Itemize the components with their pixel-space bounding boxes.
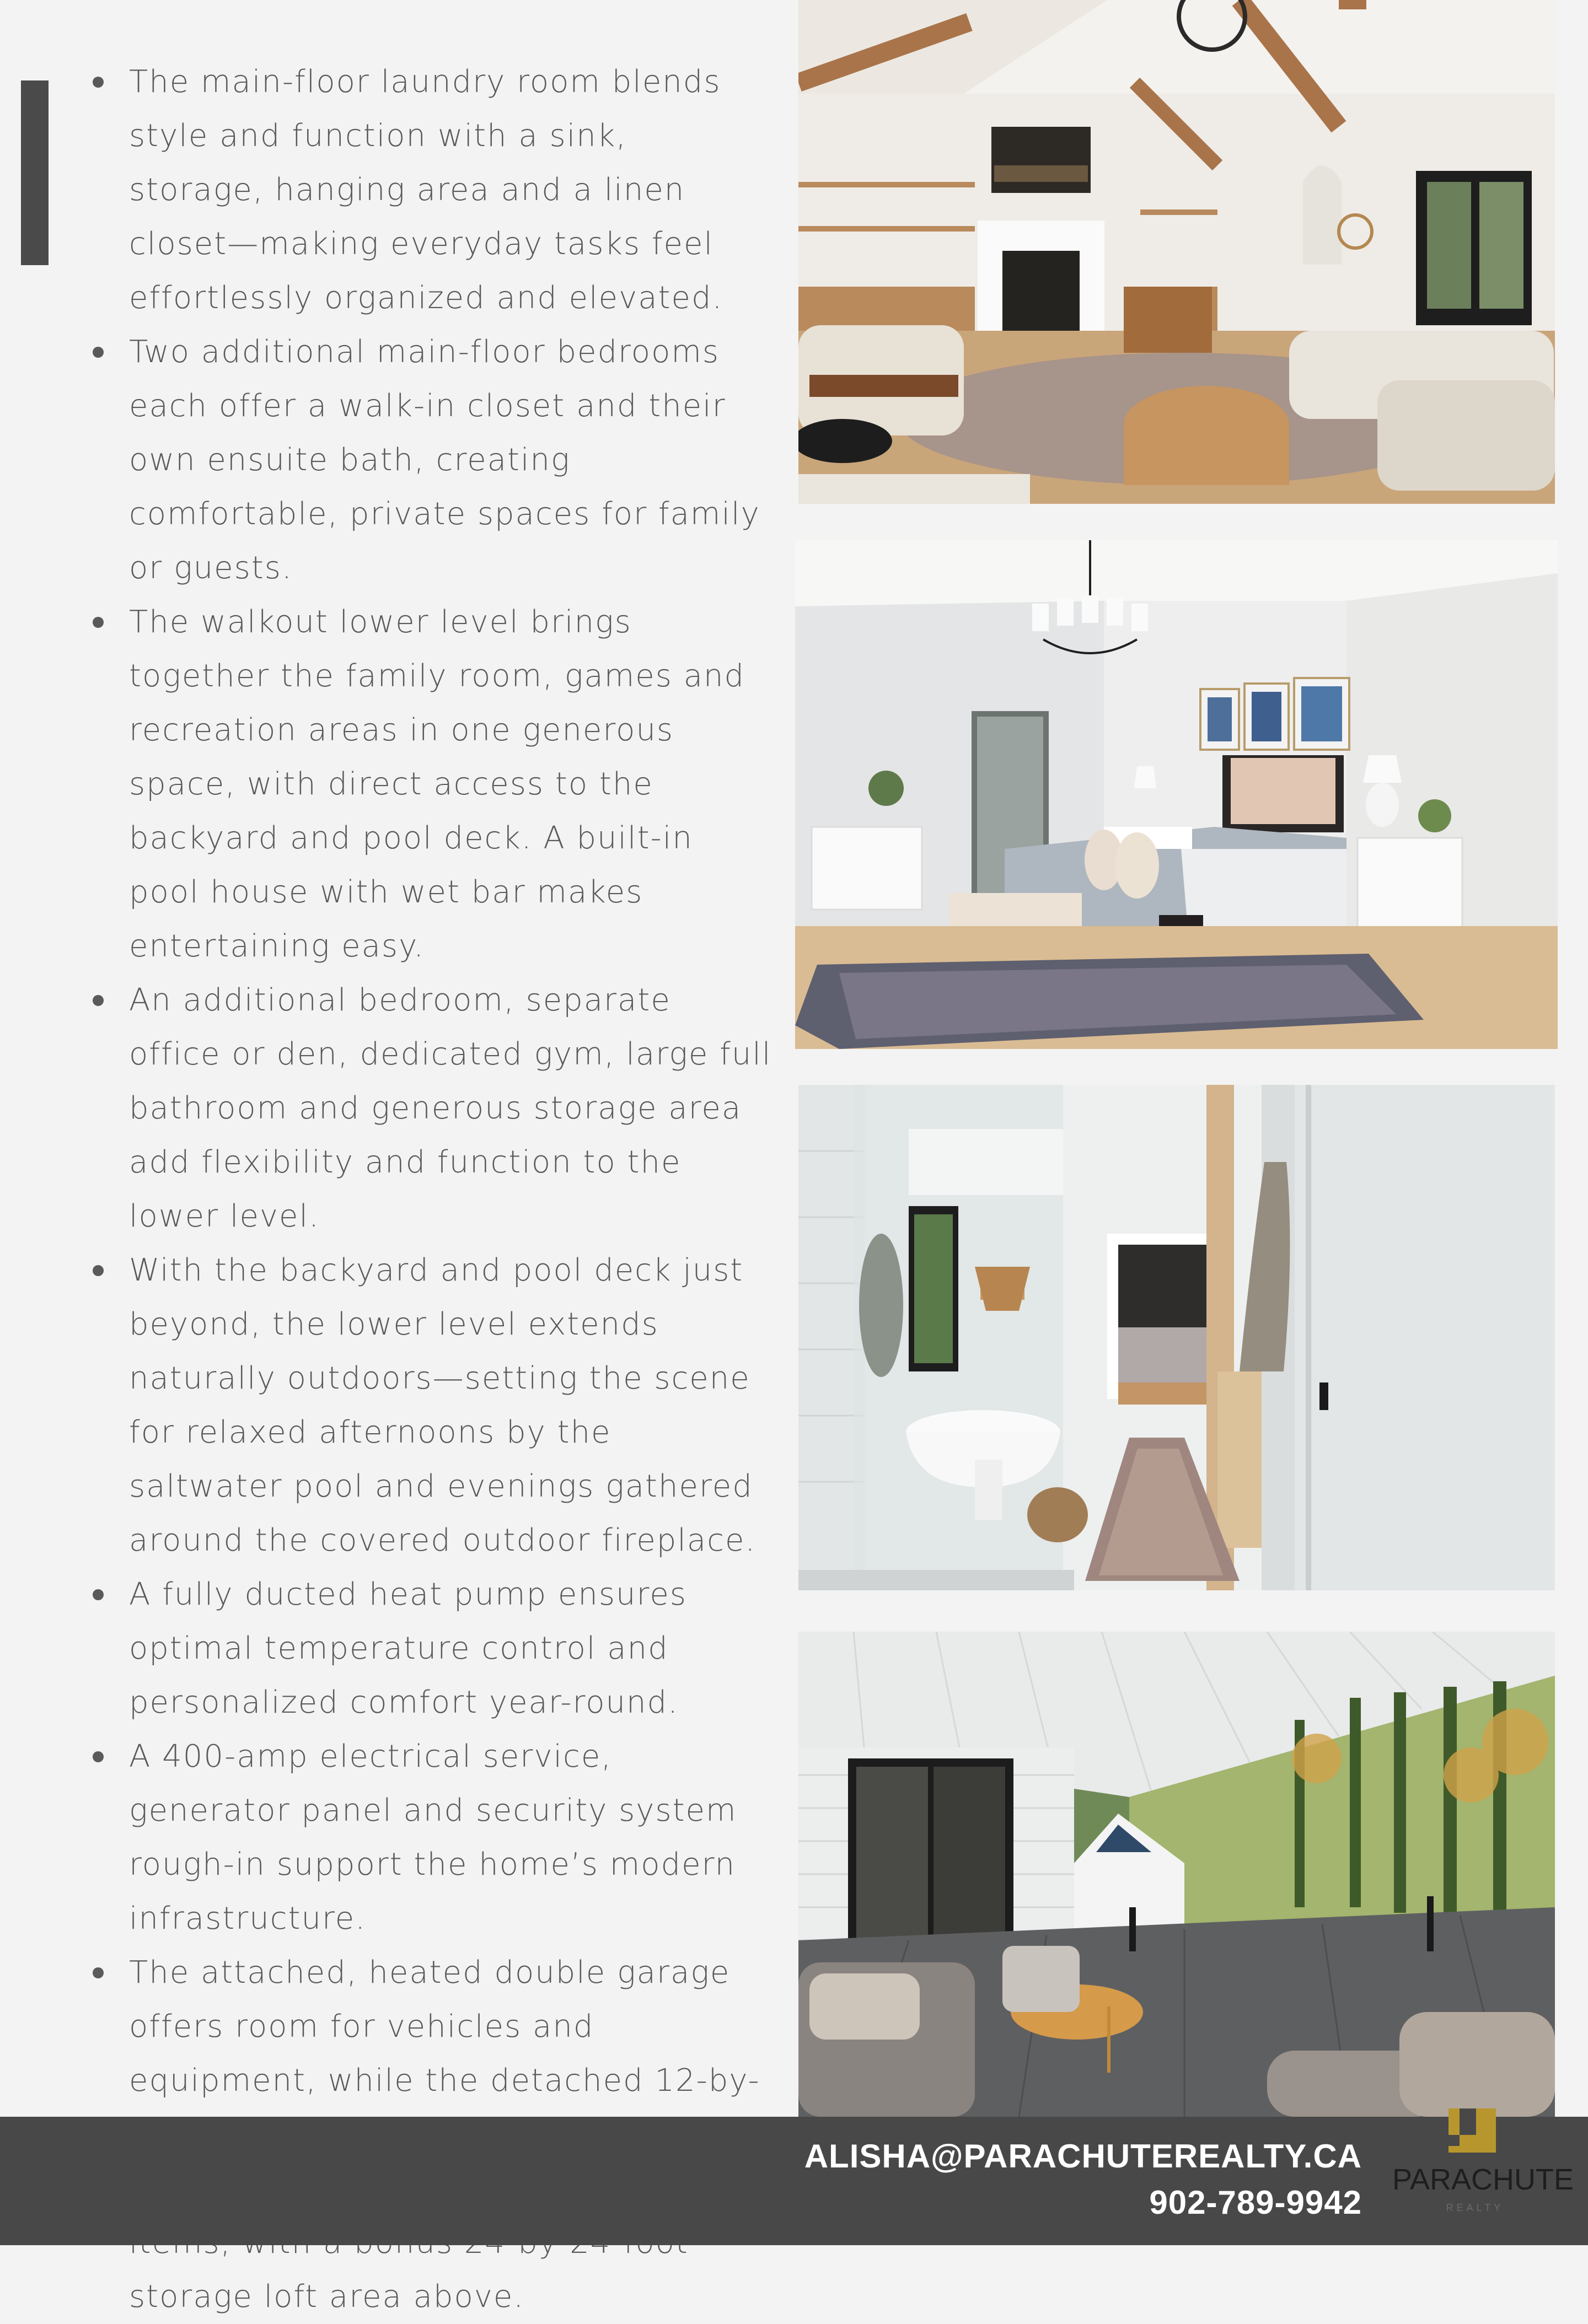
accent-bar bbox=[21, 80, 49, 265]
feature-list bbox=[83, 55, 772, 2324]
feature-item bbox=[83, 325, 772, 595]
bullet-dot-icon bbox=[93, 1589, 104, 1600]
bullet-dot-icon bbox=[93, 77, 104, 88]
phone-link[interactable]: 902-789-9942 bbox=[1149, 2184, 1362, 2221]
feature-text: The walkout lower level brings together the family room, games and recreation areas in one generous space, with direct access to the backyard and pool deck. A built-in pool house with wet bar makes entertaining easy. bbox=[129, 604, 745, 964]
covered-deck-photo bbox=[798, 1632, 1555, 2117]
bullet-dot-icon bbox=[93, 995, 104, 1006]
feature-item bbox=[83, 55, 772, 325]
logo-name: PARACHUTE bbox=[1392, 2163, 1574, 2196]
bullet-dot-icon bbox=[93, 347, 104, 358]
feature-text: The main-floor laundry room blends style and function with a sink, storage, hanging area and a linen closet—making everyday tasks feel effortlessly organized and elevated. bbox=[129, 64, 723, 316]
feature-text: The attached, heated double garage offers room for vehicles and equipment, while the detached 12-by- storage loft area above. bbox=[129, 1955, 760, 2315]
bullet-dot-icon bbox=[93, 1751, 104, 1762]
bullet-dot-icon bbox=[93, 617, 104, 628]
parachute-logo bbox=[1392, 2097, 1574, 2213]
feature-text: An additional bedroom, separate office or den, dedicated gym, large full bathroom and generous storage area add flexibility and function to the lower level. bbox=[129, 982, 772, 1234]
logo-subtitle: REALTY bbox=[1446, 2202, 1504, 2213]
parachute-logo-mark-icon bbox=[1443, 2104, 1504, 2156]
feature-item bbox=[83, 595, 772, 973]
bullet-dot-icon bbox=[93, 1265, 104, 1276]
feature-text: Two additional main-floor bedrooms each offer a walk-in closet and their own ensuite bath, creating comfortable, private spaces for family or guests. bbox=[129, 334, 760, 586]
contact-block bbox=[804, 2133, 1362, 2226]
feature-text: With the backyard and pool deck just beyond, the lower level extends naturally outdoors—setting the scene for relaxed afternoons by the saltwater pool and evenings gathered around the covered outdoor fireplace. bbox=[129, 1252, 757, 1558]
bullet-dot-icon bbox=[93, 1967, 104, 1978]
feature-item bbox=[83, 1730, 772, 1946]
feature-item bbox=[83, 973, 772, 1244]
living-room-photo bbox=[798, 0, 1555, 504]
bathroom-photo bbox=[798, 1085, 1555, 1590]
bedroom-photo bbox=[795, 540, 1558, 1049]
email-link[interactable]: ALISHA@PARACHUTEREALTY.CA bbox=[804, 2138, 1362, 2175]
feature-text: A 400-amp electrical service, generator panel and security system rough-in support the home’s modern infrastructure. bbox=[129, 1739, 737, 1936]
feature-item bbox=[83, 1568, 772, 1730]
feature-text: A fully ducted heat pump ensures optimal temperature control and personalized comfort year-round. bbox=[129, 1577, 687, 1720]
feature-item bbox=[83, 1244, 772, 1568]
